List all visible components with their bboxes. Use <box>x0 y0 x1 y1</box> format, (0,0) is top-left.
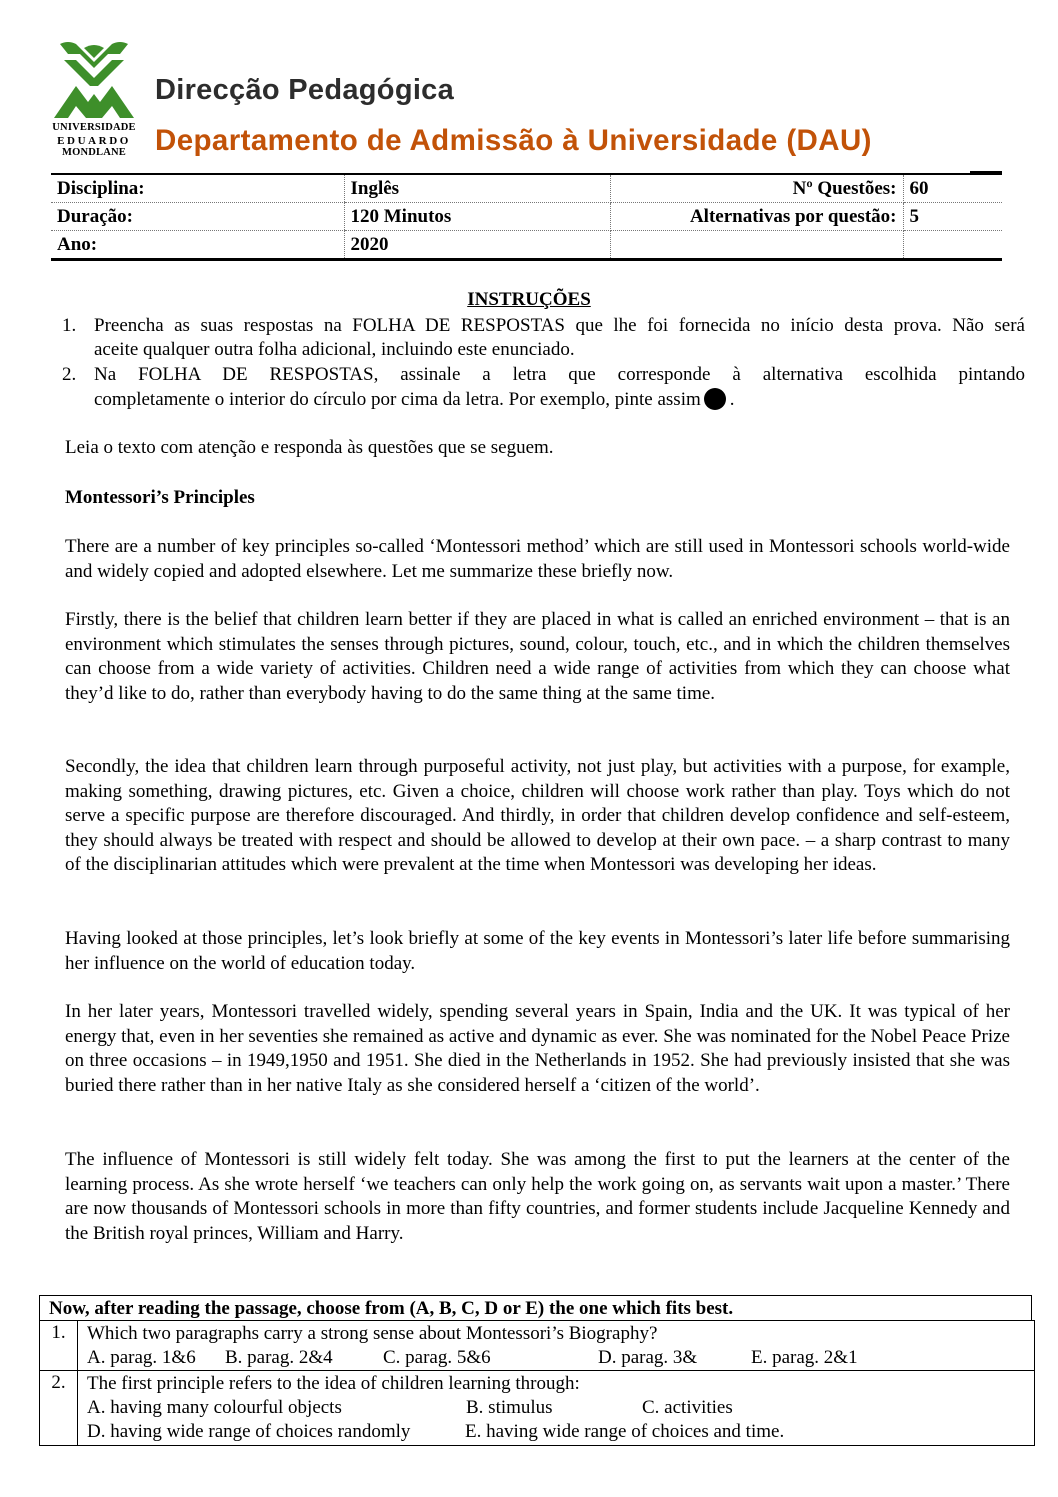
passage-paragraph-3: Secondly, the idea that children learn through purposeful activity, not just play, but activities with a purpose, for example, making something, drawing pictures, etc. Given a choice, children will choose work rather than play. Toys which do not serve a specific purpose are therefore discouraged. And thirdly, in order that children develop confidence and self-esteem, they should always be treated with respect and should be allowed to develop at their own pace. – a sharp contrast to many of the disciplinarian attitudes which were prevalent at the time when Montessori was developing her ideas. <box>65 756 1010 875</box>
duracao-label: Duração: <box>51 203 344 231</box>
passage-paragraph-1: There are a number of key principles so-called ‘Montessori method’ which are still used in Montessori schools world-wide and widely copied and adopted elsewhere. Let me summarize these briefly now. <box>65 536 1010 582</box>
questoes-value: 60 <box>903 174 1002 203</box>
exam-info-row <box>51 203 1002 231</box>
question-option[interactable]: A. having many colourful objects <box>87 1397 342 1418</box>
alternativas-label: Alternativas por questão: <box>610 203 903 231</box>
question-option[interactable]: C. parag. 5&6 <box>383 1347 491 1368</box>
instruction-1-line1: Preencha as suas respostas na FOLHA DE RESPOSTAS que lhe foi fornecida no início desta prova. Não será <box>94 315 1025 336</box>
question-option[interactable]: E. having wide range of choices and time. <box>465 1421 785 1442</box>
university-name-line2: EDUARDO <box>57 134 131 147</box>
instruction-number: 2. <box>62 364 77 385</box>
question-option[interactable]: B. stimulus <box>466 1397 553 1418</box>
exam-info-table <box>51 173 1002 261</box>
question-text: The first principle refers to the idea of children learning through: <box>87 1373 580 1394</box>
question-number: 1. <box>40 1321 78 1370</box>
question-option[interactable]: C. activities <box>642 1397 733 1418</box>
instruction-1-line2: aceite qualquer outra folha adicional, incluindo este enunciado. <box>94 339 575 360</box>
instruction-2-end: . <box>729 389 735 410</box>
passage-paragraph-4: Having looked at those principles, let’s look briefly at some of the key events in Montessori’s later life before summarising her influence on the world of education today. <box>65 928 1010 974</box>
exam-info-row <box>51 231 1002 260</box>
ano-value: 2020 <box>344 231 610 260</box>
instruction-2-text: completamente o interior do círculo por cima da letra. Por exemplo, pinte assim <box>94 389 701 410</box>
passage-title: Montessori’s Principles <box>65 487 255 508</box>
header-title: Direcção Pedagógica <box>155 74 455 106</box>
ano-label: Ano: <box>57 233 98 255</box>
alternativas-value: 5 <box>903 203 1002 231</box>
passage-paragraph-6: The influence of Montessori is still widely felt today. She was among the first to put the learners at the center of the learning process. As she wrote herself ‘we teachers can only help the work going on, as servants wait upon a master.’ There are now thousands of Montessori schools in more than fifty countries, and former students include Jacqueline Kennedy and the British royal princes, William and Harry. <box>65 1149 1010 1244</box>
instruction-number: 1. <box>62 315 77 336</box>
question-2 <box>39 1370 1035 1446</box>
duracao-value: 120 Minutos <box>344 203 610 231</box>
university-logo <box>44 38 144 168</box>
questions-header: Now, after reading the passage, choose from (A, B, C, D or E) the one which fits best. <box>39 1295 1032 1321</box>
question-option[interactable]: D. parag. 3& <box>598 1347 698 1368</box>
reading-intro: Leia o texto com atenção e responda às questões que se seguem. <box>65 437 554 458</box>
question-option[interactable]: D. having wide range of choices randomly <box>87 1421 411 1442</box>
exam-info-row <box>51 174 1002 203</box>
university-name-line3: MONDLANE <box>61 147 126 158</box>
question-1 <box>39 1320 1035 1371</box>
instruction-2-line1: Na FOLHA DE RESPOSTAS, assinale a letra que corresponde à alternativa escolhida pintando <box>94 364 1025 385</box>
questoes-label: Nº Questões: <box>610 174 903 203</box>
passage-paragraph-2: Firstly, there is the belief that children learn better if they are placed in what is called an enriched environment – that is an environment which stimulates the senses through pictures, sound, colour, touch, etc., and in which the children themselves can choose from a wide variety of activities. Children need a wide range of activities from which they can choose what they’d like to do, rather than everybody having to do the same thing at the same time. <box>65 609 1010 704</box>
uem-emblem-icon <box>50 38 138 120</box>
empty-cell <box>610 231 903 260</box>
empty-cell <box>903 231 1002 260</box>
university-name <box>44 122 144 160</box>
passage-paragraph-5: In her later years, Montessori travelled widely, spending several years in Spain, India and the UK. It was typical of her energy that, even in her seventies she remained as active and dynamic as ever. She was nominated for the Nobel Peace Prize on three occasions – in 1949,1950 and 1951. She died in the Netherlands in 1952. She had previously insisted that she was buried there rather than in her native Italy as she considered herself a ‘citizen of the world’. <box>65 1001 1010 1096</box>
question-option[interactable]: B. parag. 2&4 <box>225 1347 333 1368</box>
university-name-line1: UNIVERSIDADE <box>52 122 136 133</box>
question-text: Which two paragraphs carry a strong sense about Montessori’s Biography? <box>87 1323 658 1344</box>
instructions-heading: INSTRUÇÕES <box>467 289 591 310</box>
filled-circle-icon <box>704 388 726 410</box>
disciplina-value: Inglês <box>344 174 610 203</box>
question-number: 2. <box>40 1371 78 1445</box>
questions-section <box>39 1295 1034 1447</box>
header-subtitle: Departamento de Admissão à Universidade (DAU) <box>155 124 872 157</box>
question-option[interactable]: A. parag. 1&6 <box>87 1347 196 1368</box>
question-option[interactable]: E. parag. 2&1 <box>751 1347 858 1368</box>
disciplina-label: Disciplina: <box>51 174 344 203</box>
instruction-2-line2 <box>94 388 1025 413</box>
